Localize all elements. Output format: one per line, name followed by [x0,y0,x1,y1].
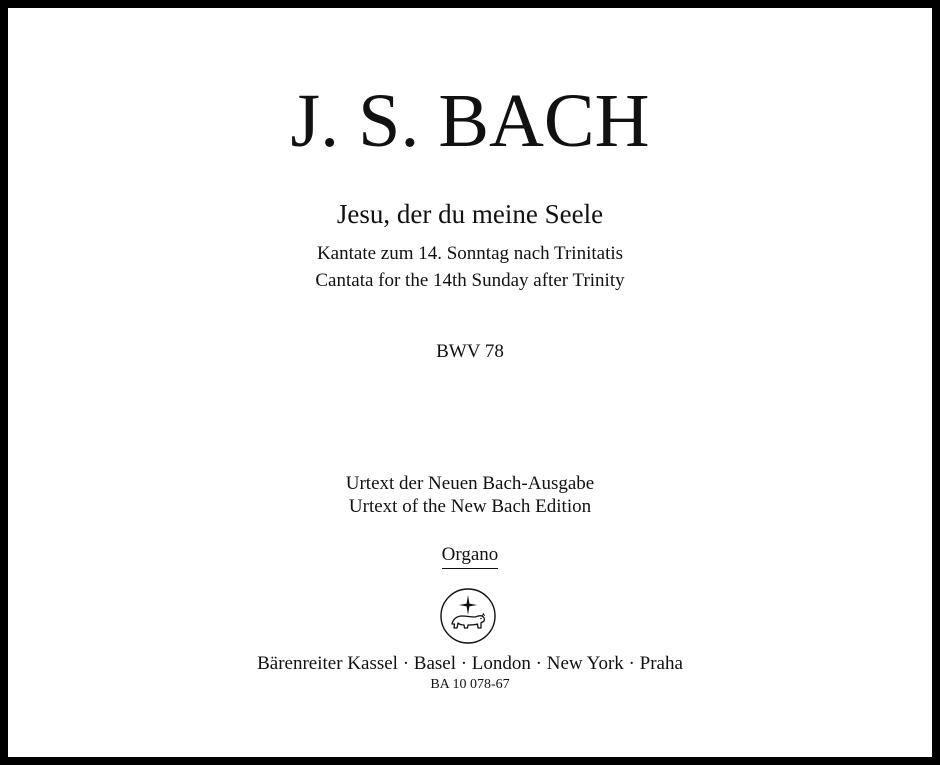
urtext-note-english: Urtext of the New Bach Edition [348,496,592,517]
urtext-note-german: Urtext der Neuen Bach-Ausgabe [345,473,595,494]
work-subtitle-german: Kantate zum 14. Sonntag nach Trinitatis [316,243,624,264]
title-page [8,8,932,757]
work-subtitle-english: Cantata for the 14th Sunday after Trinity [315,270,625,291]
part-name [8,543,932,569]
publisher-cities: Bärenreiter Kassel · Basel · London · New York · Praha [257,653,683,674]
order-number: BA 10 078-67 [430,677,510,692]
work-title: Jesu, der du meine Seele [336,199,604,229]
publisher-logo-icon [438,586,498,646]
bwv-number: BWV 78 [436,341,504,362]
part-label: Organo [442,543,499,569]
composer-name: J. S. BACH [290,79,650,163]
